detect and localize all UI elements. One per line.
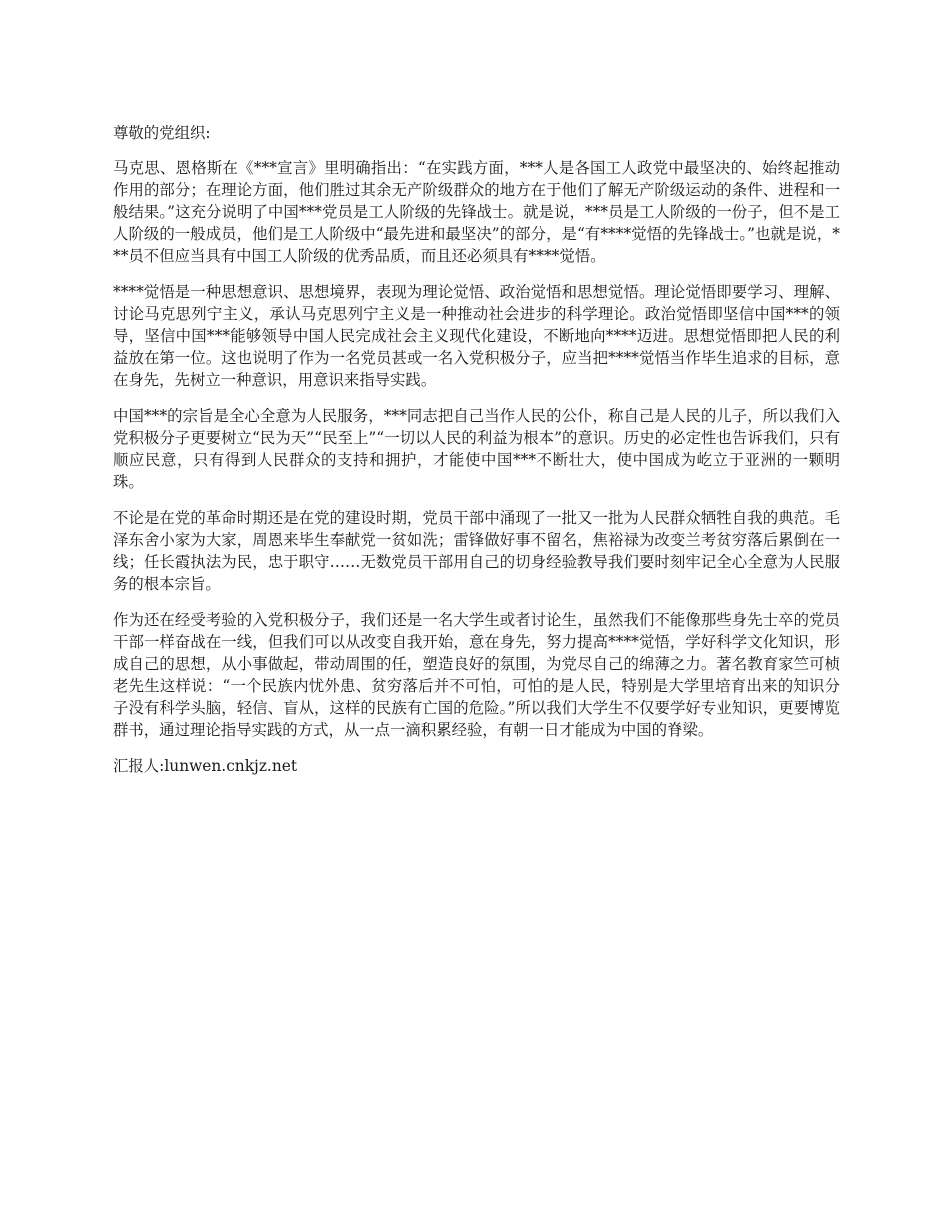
signature: 汇报人:lunwen.cnkjz.net: [113, 757, 298, 775]
paragraph-3: 中国***的宗旨是全心全意为人民服务，***同志把自己当作人民的公仆，称自己是人民的儿子，所以我们入党积极分子更要树立“民为天”“民至上”“一切以人民的利益为根本”的意识。历史的必定性也告诉我们，只有顺应民意，只有得到人民群众的支持和拥护，才能使中国***不断壮大，使中国成为屹立于亚洲的一颗明珠。: [113, 407, 840, 491]
paragraph-1: 马克思、恩格斯在《***宣言》里明确指出：“在实践方面，***人是各国工人政党中最坚决的、始终起推动作用的部分；在理论方面，他们胜过其余无产阶级群众的地方在于他们了解无产阶级运动的条件、进程和一般结果。”这充分说明了中国***党员是工人阶级的先锋战士。就是说，***员是工人阶级的一份子，但不是工人阶级的一般成员，他们是工人阶级中“最先进和最坚决”的部分，是“有****觉悟的先锋战士。”也就是说，***员不但应当具有中国工人阶级的优秀品质，而且还必须具有****觉悟。: [113, 159, 840, 265]
document-page: [113, 122, 840, 777]
paragraph-5: 作为还在经受考验的入党积极分子，我们还是一名大学生或者讨论生，虽然我们不能像那些身先士卒的党员干部一样奋战在一线，但我们可以从改变自我开始，意在身先，努力提高****觉悟，学好科学文化知识，形成自己的思想，从小事做起，带动周围的任，塑造良好的氛围，为党尽自己的绵薄之力。著名教育家竺可桢老先生这样说：“一个民族内忧外患、贫穷落后并不可怕，可怕的是人民，特别是大学里培育出来的知识分子没有科学头脑，轻信、盲从，这样的民族有亡国的危险。”所以我们大学生不仅要学好专业知识，更要博览群书，通过理论指导实践的方式，从一点一滴积累经验，有朝一日才能成为中国的脊梁。: [113, 611, 840, 739]
paragraph-2: ****觉悟是一种思想意识、思想境界，表现为理论觉悟、政治觉悟和思想觉悟。理论觉悟即要学习、理解、讨论马克思列宁主义，承认马克思列宁主义是一种推动社会进步的科学理论。政治觉悟即坚信中国***的领导，坚信中国***能够领导中国人民完成社会主义现代化建设，不断地向****迈进。思想觉悟即把人民的利益放在第一位。这也说明了作为一名党员甚或一名入党积极分子，应当把****觉悟当作毕生追求的目标，意在身先，先树立一种意识，用意识来指导实践。: [113, 283, 840, 389]
salutation: 尊敬的党组织:: [113, 124, 211, 142]
paragraph-4: 不论是在党的革命时期还是在党的建设时期，党员干部中涌现了一批又一批为人民群众牺牲自我的典范。毛泽东舍小家为大家，周恩来毕生奉献党一贫如洗；雷锋做好事不留名，焦裕禄为改变兰考贫穷落后累倒在一线；任长霞执法为民，忠于职守……无数党员干部用自己的切身经验教导我们要时刻牢记全心全意为人民服务的根本宗旨。: [113, 509, 840, 593]
